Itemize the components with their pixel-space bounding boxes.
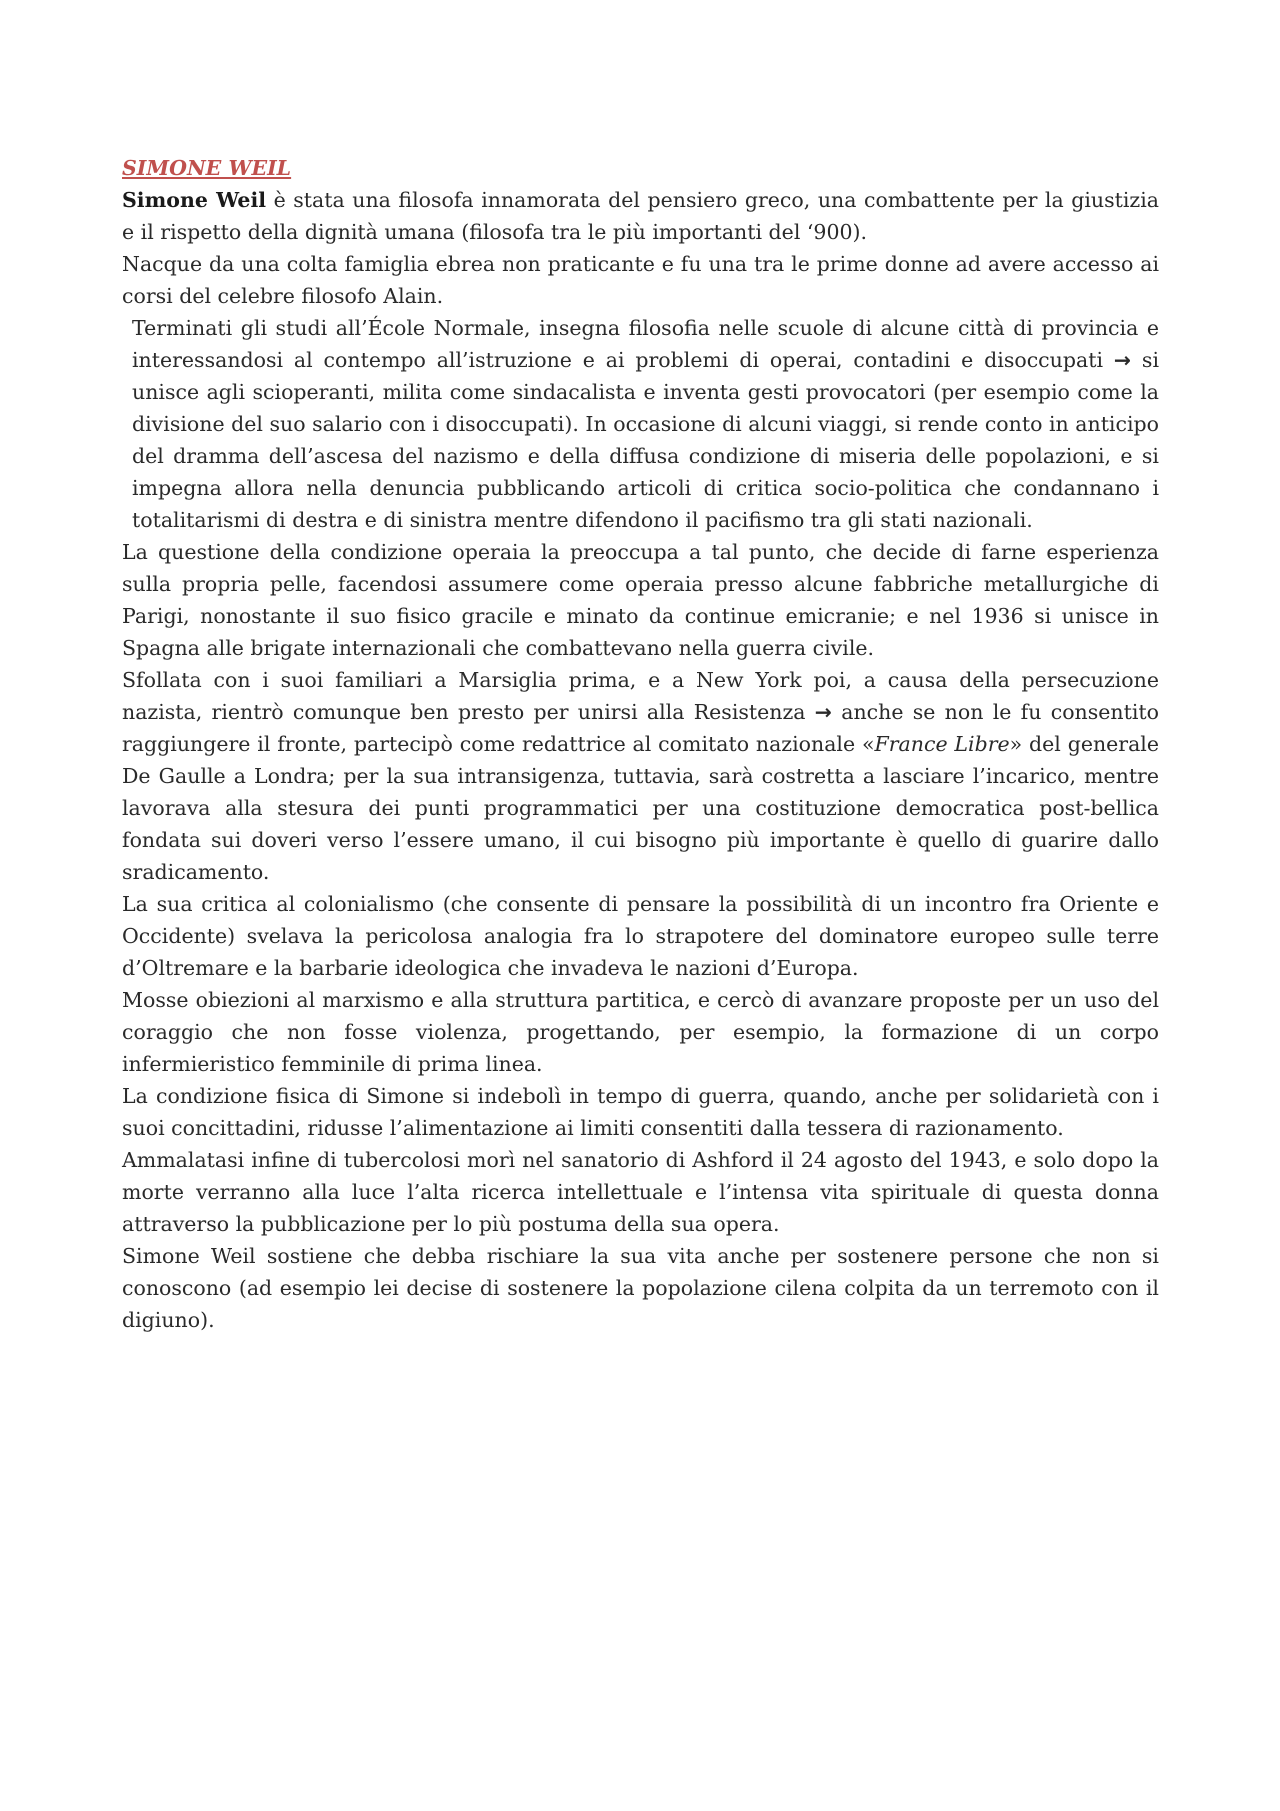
paragraph-studies-text-1: Terminati gli studi all’École Normale, insegna filosofia nelle scuole di alcune città di provincia e interessandosi al contempo all’istruzione e ai problemi di operai, contadini e disoccupati <box>132 316 1159 372</box>
france-libre-italic: France Libre <box>874 732 1010 756</box>
arrow-right-icon: → <box>814 700 832 724</box>
paragraph-factory: La questione della condizione operaia la preoccupa a tal punto, che decide di farne esperienza sulla propria pelle, facendosi assumere come operaia presso alcune fabbriche metallurgiche di Parigi, nonostante il suo fisico gracile e minato da continue emicranie; e nel 1936 si unisce in Spagna alle brigate internazionali che combattevano nella guerra civile. <box>122 540 1159 660</box>
paragraph-intro-text: è stata una filosofa innamorata del pensiero greco, una combattente per la giustizia e il rispetto della dignità umana (filosofa tra le più importanti del ‘900). <box>122 188 1160 244</box>
paragraph-origins: Nacque da una colta famiglia ebrea non praticante e fu una tra le prime donne ad avere accesso ai corsi del celebre filosofo Alain. <box>122 252 1159 308</box>
paragraph-resistance-text-1: Sfollata con i suoi familiari a Marsiglia prima, e a New York poi, a causa della persecuzione nazista, rientrò comunque ben presto per unirsi alla Resistenza <box>122 668 1159 724</box>
paragraph-marxism: Mosse obiezioni al marxismo e alla struttura partitica, e cercò di avanzare proposte per un uso del coraggio che non fosse violenza, progettando, per esempio, la formazione di un corpo infermieristico femminile di prima linea. <box>122 988 1159 1076</box>
arrow-right-icon: → <box>1113 348 1132 372</box>
document-body <box>122 152 1159 1336</box>
paragraph-resistance <box>122 664 1159 888</box>
paragraph-studies <box>122 312 1159 536</box>
document-title: SIMONE WEIL <box>122 156 292 180</box>
paragraph-resistance-text-3: » del generale De Gaulle a Londra; per la sua intransigenza, tuttavia, sarà costretta a lasciare l’incarico, mentre lavorava alla stesura dei punti programmatici per una costituzione democratica post-bellica fondata sui doveri verso l’essere umano, il cui bisogno più importante è quello di guarire dallo sradicamento. <box>122 732 1160 884</box>
subject-name: Simone Weil <box>122 188 267 212</box>
paragraph-death: Ammalatasi infine di tubercolosi morì nel sanatorio di Ashford il 24 agosto del 1943, e solo dopo la morte verranno alla luce l’alta ricerca intellettuale e l’intensa vita spirituale di questa donna attraverso la pubblicazione per lo più postuma della sua opera. <box>122 1148 1159 1236</box>
paragraph-resistance-text-2: anche se non le fu consentito raggiungere il fronte, partecipò come redattrice al comitato nazionale « <box>122 700 1159 756</box>
paragraph-health: La condizione fisica di Simone si indebolì in tempo di guerra, quando, anche per solidarietà con i suoi concittadini, ridusse l’alimentazione ai limiti consentiti dalla tessera di razionamento. <box>122 1084 1159 1140</box>
paragraph-studies-text-2: si unisce agli scioperanti, milita come sindacalista e inventa gesti provocatori (per esempio come la divisione del suo salario con i disoccupati). In occasione di alcuni viaggi, si rende conto in anticipo del dramma dell’ascesa del nazismo e della diffusa condizione di miseria delle popolazioni, e si impegna allora nella denuncia pubblicando articoli di critica socio-politica che condannano i totalitarismi di destra e di sinistra mentre difendono il pacifismo tra gli stati nazionali. <box>132 348 1159 532</box>
paragraph-intro <box>122 184 1159 248</box>
paragraph-sacrifice: Simone Weil sostiene che debba rischiare la sua vita anche per sostenere persone che non si conoscono (ad esempio lei decise di sostenere la popolazione cilena colpita da un terremoto con il digiuno). <box>122 1244 1159 1332</box>
paragraph-colonialism: La sua critica al colonialismo (che consente di pensare la possibilità di un incontro fra Oriente e Occidente) svelava la pericolosa analogia fra lo strapotere del dominatore europeo sulle terre d’Oltremare e la barbarie ideologica che invadeva le nazioni d’Europa. <box>122 892 1159 980</box>
